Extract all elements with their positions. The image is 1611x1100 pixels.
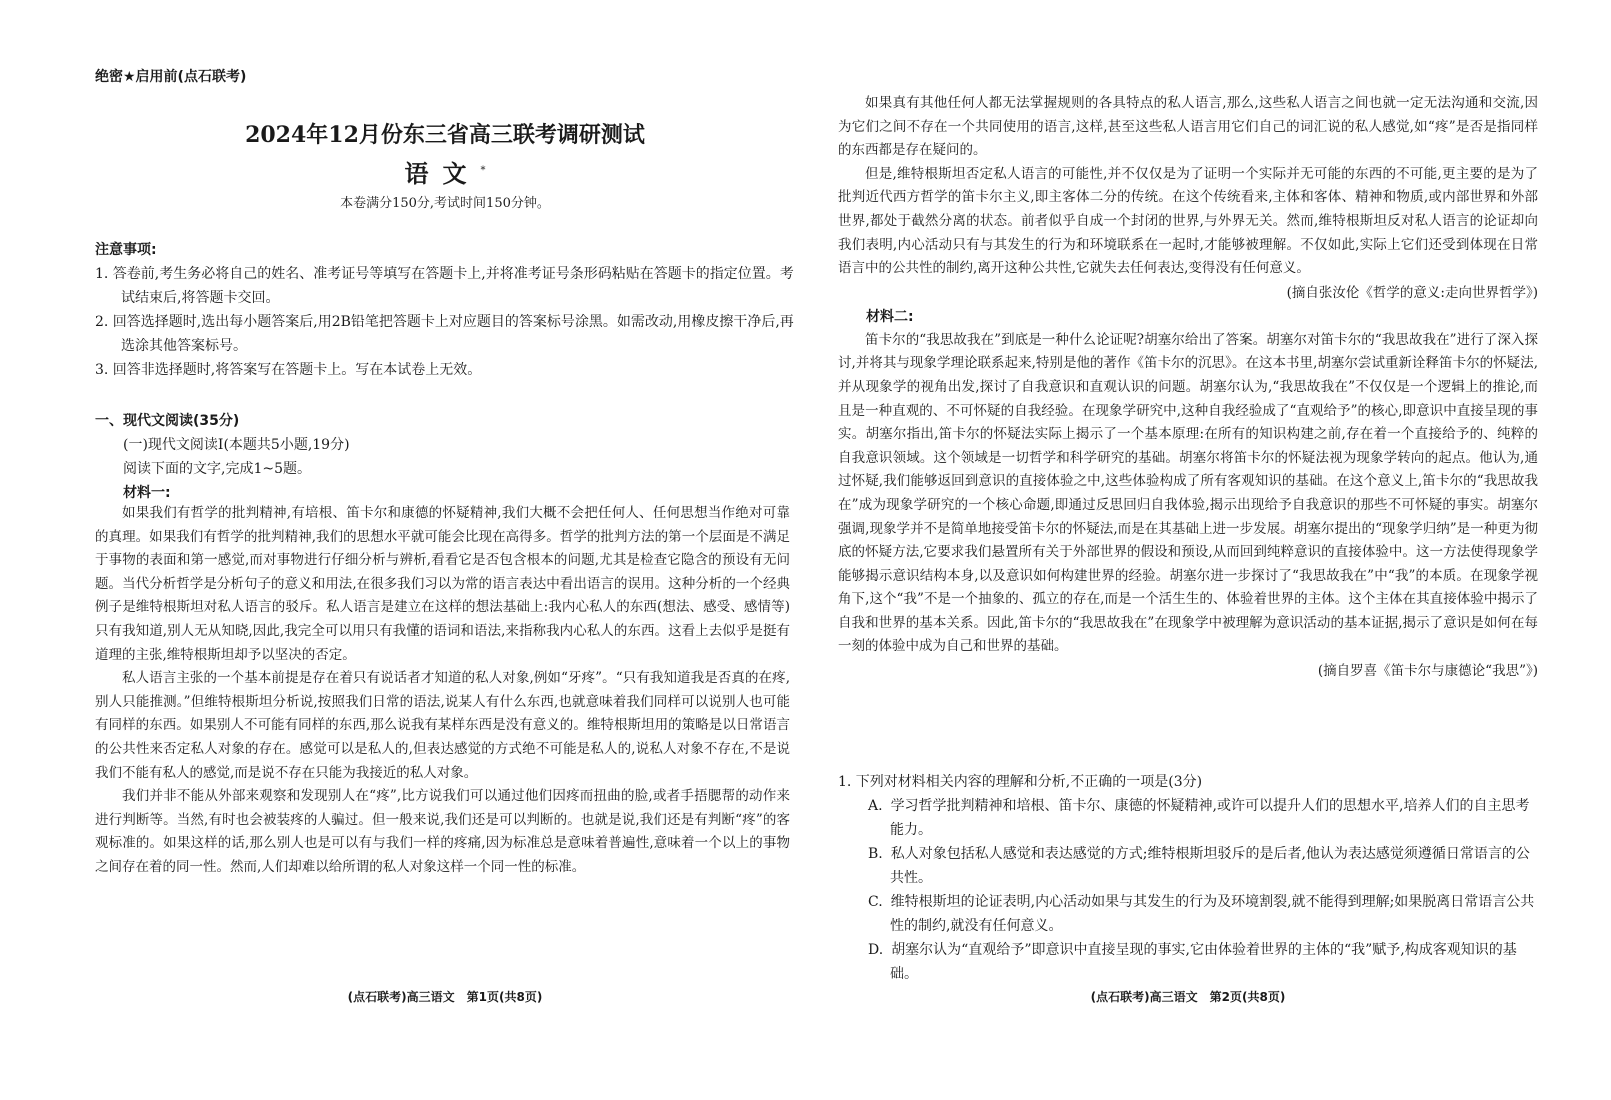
option-c: [838, 890, 1538, 938]
option-text: 学习哲学批判精神和培根、笛卡尔、康德的怀疑精神,或许可以提升人们的思想水平,培养人们的自主思考能力。: [890, 798, 1530, 838]
option-text: 私人对象包括私人感觉和表达感觉的方式;维特根斯坦驳斥的是后者,他认为表达感觉须遵循日常语言的公共性。: [890, 846, 1530, 886]
material-1-continued: [838, 92, 1538, 683]
notice-item: 1. 答卷前,考生务必将自己的姓名、准考证号等填写在答题卡上,并将准考证号条形码粘贴在答题卡的指定位置。考试结束后,将答题卡交回。: [95, 266, 794, 306]
score-time-line: 本卷满分150分,考试时间150分钟。: [340, 196, 550, 211]
option-b: [838, 842, 1538, 890]
page-footer: (点石联考)高三语文 第2页(共8页): [1090, 990, 1286, 1004]
page-footer: (点石联考)高三语文 第1页(共8页): [347, 990, 543, 1004]
option-letter: A.: [868, 798, 883, 814]
subject-title: [95, 154, 795, 189]
source-citation: (摘自张汝伦《哲学的意义:走向世界哲学》): [1286, 284, 1538, 301]
paragraph: 笛卡尔的“我思故我在”到底是一种什么论证呢?胡塞尔给出了答案。胡塞尔对笛卡尔的“我思故我在”进行了深入探讨,并将其与现象学理论联系起来,特别是他的著作《笛卡尔的沉思》。在这本书里,胡塞尔尝试重新诠释笛卡尔的怀疑法,并从现象学的视角出发,探讨了自我意识和直观认识的问题。胡塞尔认为,“我思故我在”不仅仅是一个逻辑上的推论,而且是一种直观的、不可怀疑的自我经验。在现象学研究中,这种自我经验成了“直观给予”的核心,即意识中直接呈现的事实。胡塞尔指出,笛卡尔的怀疑法实际上揭示了一个基本原理:在所有的知识构建之前,存在着一个直接给予的、纯粹的自我意识领域。这个领域是一切哲学和科学研究的基础。胡塞尔将笛卡尔的怀疑法视为现象学转向的起点。他认为,通过怀疑,我们能够返回到意识的直接体验之中,这些体验构成了所有客观知识的基础。在这个意义上,笛卡尔的“我思故我在”成为现象学研究的一个核心命题,即通过反思回归自我体验,揭示出现给予自我意识的那些不可怀疑的事实。胡塞尔强调,现象学并不是简单地接受笛卡尔的怀疑法,而是在其基础上进一步发展。胡塞尔提出的“现象学归纳”是一种更为彻底的怀疑方法,它要求我们悬置所有关于外部世界的假设和预设,从而回到纯粹意识的直接体验中。这一方法使得现象学能够揭示意识结构本身,以及意识如何构建世界的经验。胡塞尔进一步探讨了“我思故我在”中“我”的本质。在现象学视角下,这个“我”不是一个抽象的、孤立的存在,而是一个活生生的、体验着世界的主体。这个主体在其直接体验中揭示了自我和世界的基本关系。因此,笛卡尔的“我思故我在”在现象学中被理解为意识活动的基本证据,揭示了意识是如何在每一刻的体验中成为自己和世界的基础。: [838, 331, 1538, 655]
notice-section: [95, 238, 795, 382]
option-text: 胡塞尔认为“直观给予”即意识中直接呈现的事实,它由体验着世界的主体的“我”赋予,构成客观知识的基础。: [890, 942, 1517, 982]
section-title: 一、现代文阅读(35分): [95, 413, 240, 429]
paragraph: 私人语言主张的一个基本前提是存在着只有说话者才知道的私人对象,例如“牙疼”。“只有我知道我是否真的在疼,别人只能推测。”但维特根斯坦分析说,按照我们日常的语法,说某人有什么东西,也就意味着我们同样可以说别人也可能有同样的东西。如果别人不可能有同样的东西,那么说我有某样东西是没有意义的。维特根斯坦用的策略是以日常语言的公共性来否定私人对象的存在。感觉可以是私人的,但表达感觉的方式绝不可能是私人的,说私人对象不存在,不是说我们不能有私人的感觉,而是说不存在只能为我接近的私人对象。: [95, 670, 790, 781]
source-citation: (摘自罗喜《笛卡尔与康德论“我思”》): [1317, 663, 1538, 680]
page-1: [95, 0, 855, 1100]
paragraph: 我们并非不能从外部来观察和发现别人在“疼”,比方说我们可以通过他们因疼而扭曲的脸,或者手捂腮帮的动作来进行判断等。当然,有时也会被装疼的人骗过。但一般来说,我们还是可以判断的。也就是说,我们还是有判断“疼”的客观标准的。如果这样的话,那么别人也是可以有与我们一样的疼痛,因为标准总是意味着普遍性,意味着一个以上的事物之间存在着的同一性。然而,人们却难以给所谓的私人对象这样一个同一性的标准。: [95, 788, 790, 875]
material-1-title: 材料一:: [123, 485, 171, 501]
paragraph: 如果真有其他任何人都无法掌握规则的各具特点的私人语言,那么,这些私人语言之间也就一定无法沟通和交流,因为它们之间不存在一个共同使用的语言,这样,甚至这些私人语言用它们自己的词汇说的私人感觉,如“疼”是否是指同样的东西都是存在疑问的。: [838, 95, 1538, 159]
material-1-body: [95, 502, 790, 880]
reading-instruction: 阅读下面的文字,完成1~5题。: [123, 461, 311, 477]
confidential-label: 绝密★启用前(点石联考): [95, 69, 247, 85]
option-d: [838, 938, 1538, 986]
option-letter: C.: [868, 894, 883, 910]
subject-name: 语文: [404, 159, 481, 188]
question-1: [838, 770, 1538, 986]
page-2: [838, 0, 1598, 1100]
subject-mark: *: [480, 165, 486, 176]
subsection-title: (一)现代文阅读Ⅰ(本题共5小题,19分): [123, 437, 350, 453]
paragraph: 但是,维特根斯坦否定私人语言的可能性,并不仅仅是为了证明一个实际并无可能的东西的不可能,更主要的是为了批判近代西方哲学的笛卡尔主义,即主客体二分的传统。在这个传统看来,主体和客体、精神和物质,或内部世界和外部世界,都处于截然分离的状态。前者似乎自成一个封闭的世界,与外界无关。然而,维特根斯坦反对私人语言的论证却向我们表明,内心活动只有与其发生的行为和环境联系在一起时,才能够被理解。不仅如此,实际上它们还受到体现在日常语言中的公共性的制约,离开这种公共性,它就失去任何表达,变得没有任何意义。: [838, 165, 1538, 277]
option-letter: B.: [868, 846, 883, 862]
notice-item: 2. 回答选择题时,选出每小题答案后,用2B铅笔把答题卡上对应题目的答案标号涂黑。如需改动,用橡皮擦干净后,再选涂其他答案标号。: [95, 314, 794, 354]
option-letter: D.: [868, 942, 884, 958]
option-text: 维特根斯坦的论证表明,内心活动如果与其发生的行为及环境割裂,就不能得到理解;如果脱离日常语言公共性的制约,就没有任何意义。: [890, 894, 1535, 934]
exam-title: 2024年12月份东三省高三联考调研测试: [245, 122, 645, 148]
notice-heading: 注意事项:: [95, 242, 157, 258]
notice-item: 3. 回答非选择题时,将答案写在答题卡上。写在本试卷上无效。: [95, 362, 482, 378]
question-stem: 1. 下列对材料相关内容的理解和分析,不正确的一项是(3分): [838, 774, 1203, 790]
option-a: [838, 794, 1538, 842]
material-2-title: 材料二:: [866, 308, 914, 325]
paragraph: 如果我们有哲学的批判精神,有培根、笛卡尔和康德的怀疑精神,我们大概不会把任何人、任何思想当作绝对可靠的真理。如果我们有哲学的批判精神,我们的思想水平就可能会比现在高得多。哲学的批判方法的第一个层面是不满足于事物的表面和第一感觉,而对事物进行仔细分析与辨析,看看它是否包含根本的问题,尤其是检查它隐含的预设有无问题。当代分析哲学是分析句子的意义和用法,在很多我们习以为常的语言表达中看出语言的误用。这种分析的一个经典例子是维特根斯坦对私人语言的驳斥。私人语言是建立在这样的想法基础上:我内心私人的东西(想法、感受、感情等)只有我知道,别人无从知晓,因此,我完全可以用只有我懂的语词和语法,来指称我内心私人的东西。这看上去似乎是挺有道理的主张,维特根斯坦却予以坚决的否定。: [95, 505, 790, 663]
